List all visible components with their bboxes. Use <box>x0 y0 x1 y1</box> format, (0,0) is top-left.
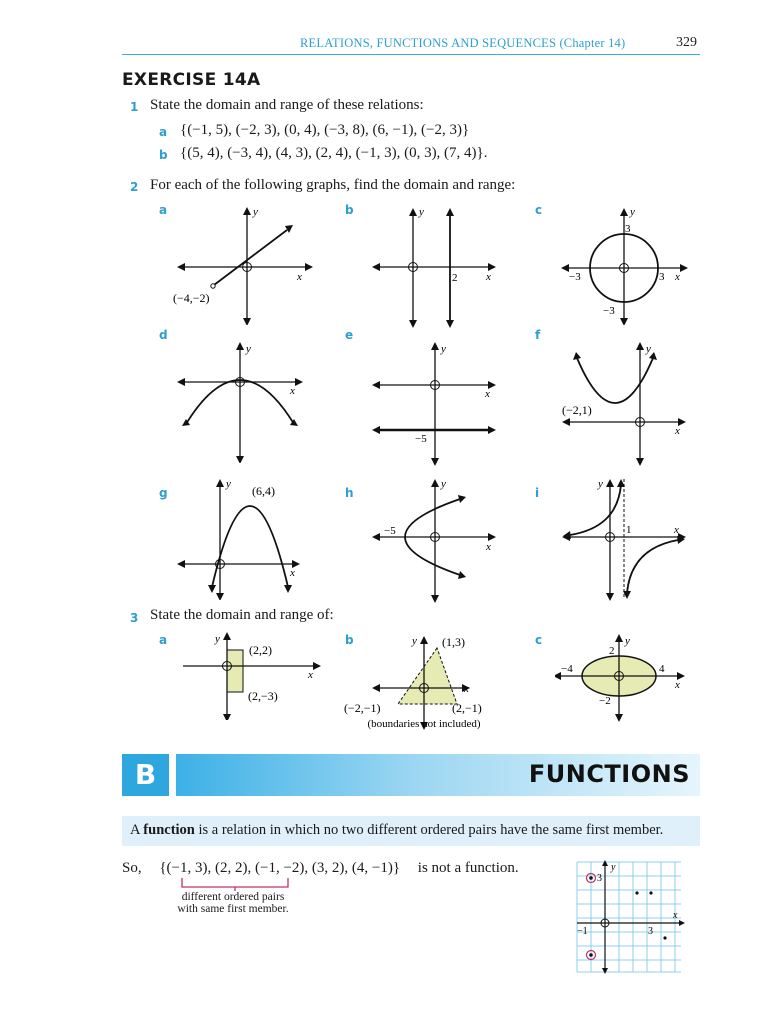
graph-b-tick: 2 <box>452 272 458 284</box>
graph-f-x-label: x <box>675 425 680 437</box>
graph-b-x-label: x <box>486 271 491 283</box>
q3-graph-b-right-label: (2,−1) <box>452 701 482 715</box>
graph-c-tick-top: 3 <box>625 223 631 235</box>
header-rule <box>122 54 700 55</box>
q3-graph-c <box>555 630 695 722</box>
example-bracket <box>176 877 296 891</box>
q2-text: For each of the following graphs, find the domain and range: <box>150 177 516 193</box>
graph-b <box>370 200 505 330</box>
q2g-label: g <box>159 486 168 500</box>
exercise-title: EXERCISE 14A <box>122 70 261 90</box>
section-title: FUNCTIONS <box>528 760 690 788</box>
q2a-label: a <box>159 203 168 217</box>
graph-a <box>165 200 325 325</box>
q3-graph-b-left-label: (−2,−1) <box>344 701 381 715</box>
graph-d-y-label: y <box>246 343 251 355</box>
q2h-label: h <box>345 486 354 500</box>
graph-d <box>170 338 310 463</box>
example-grid-y-tick: 3 <box>597 873 602 884</box>
q2c-label: c <box>535 203 543 217</box>
q2f-label: f <box>535 328 541 342</box>
graph-b-y-label: y <box>419 206 424 218</box>
graph-c-y-label: y <box>630 206 635 218</box>
q3c-label: c <box>535 633 543 647</box>
graph-f-point-label: (−2,1) <box>562 403 592 417</box>
example-grid-x-label: x <box>673 910 678 921</box>
q3-graph-b-note: (boundaries not included) <box>367 718 481 730</box>
q3-text: State the domain and range of: <box>150 607 334 623</box>
graph-i-tick: 1 <box>626 524 632 536</box>
q3-graph-b-y-label: y <box>412 635 417 647</box>
q2-number: 2 <box>130 180 139 194</box>
q3b-label: b <box>345 633 354 647</box>
q1-text: State the domain and range of these relations: <box>150 97 424 113</box>
graph-e <box>370 338 505 468</box>
q3-graph-b-top-label: (1,3) <box>442 635 465 649</box>
example-line <box>122 860 519 877</box>
q2i-label: i <box>535 486 540 500</box>
q3-graph-c-tick-bottom: −2 <box>599 695 611 707</box>
graph-a-y-label: y <box>253 206 258 218</box>
q2e-label: e <box>345 328 354 342</box>
q1-number: 1 <box>130 100 139 114</box>
graph-a-point-label: (−4,−2) <box>173 291 210 305</box>
graph-i-x-label: x <box>674 524 679 536</box>
graph-c-tick-bottom: −3 <box>603 305 615 317</box>
example-grid-y-label: y <box>611 862 616 873</box>
section-letter: B <box>122 754 169 796</box>
graph-g-x-label: x <box>290 567 295 579</box>
example-grid-x-left: −1 <box>577 926 588 937</box>
example-grid <box>575 860 685 975</box>
graph-g-point-label: (6,4) <box>252 484 275 498</box>
page-number: 329 <box>676 35 697 50</box>
graph-f-y-label: y <box>646 343 651 355</box>
example-so: So, <box>122 860 142 876</box>
q3-graph-c-tick-right: 4 <box>659 663 665 675</box>
graph-i-y-label: y <box>598 478 603 490</box>
q3-graph-a-y-label: y <box>215 633 220 645</box>
q3-graph-c-x-label: x <box>675 679 680 691</box>
graph-h-x-label: x <box>486 541 491 553</box>
graph-c-tick-left: −3 <box>569 271 581 283</box>
example-note: different ordered pairs with same first member. <box>177 891 289 915</box>
definition-term: function <box>143 822 195 838</box>
q2d-label: d <box>159 328 168 342</box>
graph-a-x-label: x <box>297 271 302 283</box>
q3-graph-b <box>340 630 510 730</box>
graph-c <box>555 200 695 325</box>
graph-h <box>370 475 505 605</box>
q1b-set: {(5, 4), (−3, 4), (4, 3), (2, 4), (−1, 3), (0, 3), (7, 4)}. <box>180 145 488 161</box>
q3-graph-c-tick-left: −4 <box>561 663 573 675</box>
running-header-title: RELATIONS, FUNCTIONS AND SEQUENCES (Chapter 14) <box>300 36 626 50</box>
graph-g-y-label: y <box>226 478 231 490</box>
q3-graph-b-x-label: x <box>464 683 469 695</box>
graph-g <box>170 475 310 600</box>
q3-number: 3 <box>130 611 139 625</box>
q3-graph-a-x-label: x <box>308 669 313 681</box>
graph-e-tick: −5 <box>415 433 427 445</box>
graph-i <box>560 475 695 605</box>
graph-e-y-label: y <box>441 343 446 355</box>
example-set: {(−1, 3), (2, 2), (−1, −2), (3, 2), (4, −1)} <box>159 860 401 876</box>
q2b-label: b <box>345 203 354 217</box>
q3-graph-c-tick-top: 2 <box>609 645 615 657</box>
q1b-label: b <box>159 148 168 162</box>
graph-e-x-label: x <box>485 388 490 400</box>
graph-h-y-label: y <box>441 478 446 490</box>
example-grid-x-right: 3 <box>648 926 653 937</box>
q1a-set: {(−1, 5), (−2, 3), (0, 4), (−3, 8), (6, −1), (−2, 3)} <box>180 122 470 138</box>
q3-graph-a-top-label: (2,2) <box>249 643 272 657</box>
graph-h-tick: −5 <box>384 525 396 537</box>
q3a-label: a <box>159 633 168 647</box>
q3-graph-c-y-label: y <box>625 635 630 647</box>
graph-c-tick-right: 3 <box>659 271 665 283</box>
definition-text: A function is a relation in which no two different ordered pairs have the same first member. <box>130 822 664 838</box>
graph-d-x-label: x <box>290 385 295 397</box>
example-tail: is not a function. <box>417 860 519 876</box>
graph-f <box>560 338 695 468</box>
q3-graph-a <box>175 630 325 720</box>
q1a-label: a <box>159 125 168 139</box>
q3-graph-a-bottom-label: (2,−3) <box>248 689 278 703</box>
graph-c-x-label: x <box>675 271 680 283</box>
